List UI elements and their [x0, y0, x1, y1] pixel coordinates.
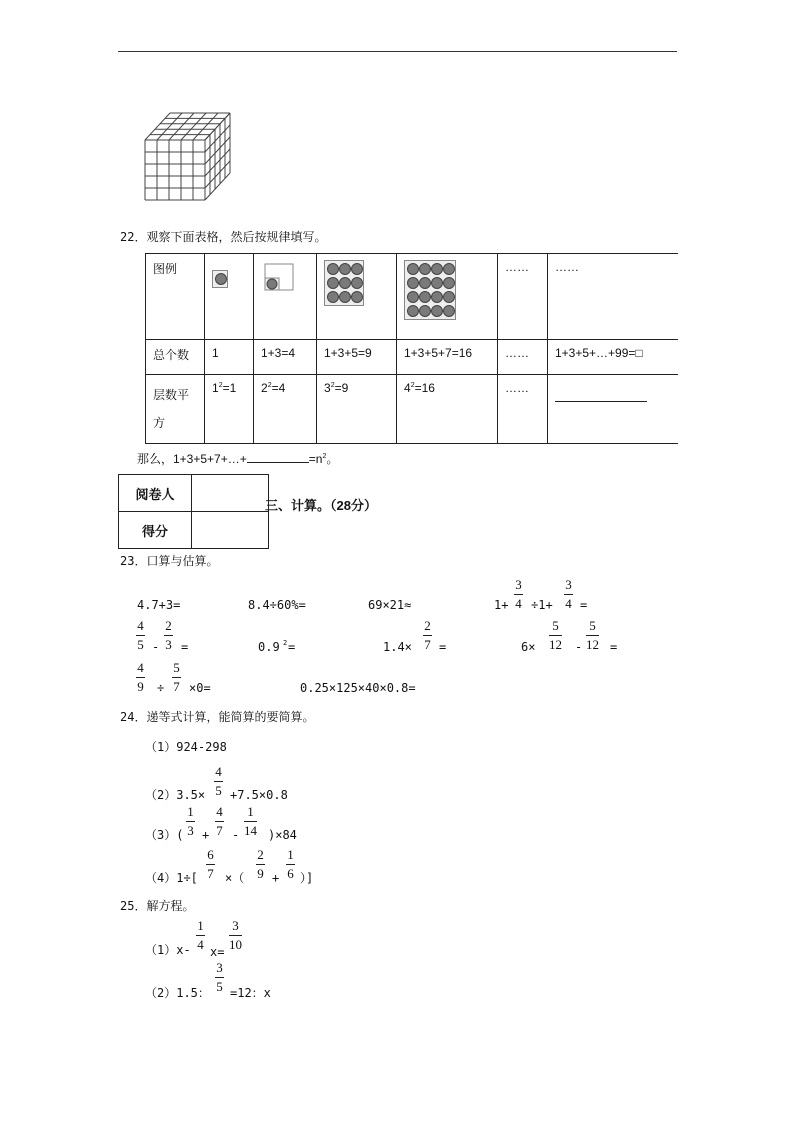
- q25-title: 25．解方程。: [120, 899, 195, 913]
- expr-text: ÷: [157, 681, 165, 695]
- fraction: [215, 805, 224, 837]
- fraction: [136, 619, 145, 651]
- score-field[interactable]: [192, 512, 269, 549]
- expr-text: =: [439, 640, 447, 654]
- dot: [407, 305, 419, 317]
- expr-text: =: [288, 640, 296, 654]
- denominator: 7: [424, 637, 431, 652]
- expr-text: +: [272, 871, 280, 885]
- fraction: [244, 805, 257, 837]
- numerator: 4: [137, 618, 144, 633]
- reviewer-field[interactable]: [192, 475, 269, 512]
- fraction-bar: [229, 935, 242, 936]
- expr-text: （1）x-: [145, 943, 191, 957]
- dot: [443, 277, 455, 289]
- fraction-bar: [586, 635, 599, 636]
- fraction-bar: [215, 821, 224, 822]
- fraction: [256, 848, 265, 880]
- numerator: 1: [287, 847, 294, 862]
- numerator: 2: [257, 847, 264, 862]
- expr-text: 4.7+3=: [137, 598, 181, 612]
- legend-2-figure: [261, 260, 295, 292]
- q24-title: 24．递等式计算，能简算的要简算。: [120, 710, 315, 724]
- q22-title: 22．观察下面表格，然后按规律填写。: [120, 230, 327, 244]
- fraction-bar: [244, 821, 257, 822]
- expr-text: 8.4÷60%=: [248, 598, 306, 612]
- row-label-square: 层数平方: [146, 375, 205, 444]
- fraction-bar: [549, 635, 562, 636]
- fraction: [514, 578, 523, 610]
- fraction-bar: [215, 977, 224, 978]
- dot: [443, 263, 455, 275]
- numerator: 3: [515, 577, 522, 592]
- header-rule: [118, 51, 677, 52]
- numerator: 1: [187, 804, 194, 819]
- numerator: 6: [207, 847, 214, 862]
- denominator: 4: [565, 596, 572, 611]
- legend-3-dots: [324, 260, 364, 306]
- fraction: [564, 578, 573, 610]
- legend-ellipsis-2: ……: [548, 254, 679, 340]
- fraction-bar: [186, 821, 195, 822]
- expr-text: x=: [210, 945, 225, 959]
- total-cell: 1: [205, 340, 254, 375]
- fraction: [215, 961, 224, 993]
- fraction-bar: [214, 781, 223, 782]
- dot: [351, 263, 363, 275]
- denominator: 10: [229, 937, 242, 952]
- fraction-bar: [514, 594, 523, 595]
- dot: [431, 305, 443, 317]
- numerator: 1: [197, 918, 204, 933]
- fraction: [229, 919, 242, 951]
- numerator: 5: [589, 618, 596, 633]
- fraction-bar: [172, 677, 181, 678]
- dot: [339, 263, 351, 275]
- expr-text: -: [152, 640, 160, 654]
- dot: [431, 263, 443, 275]
- dot: [419, 263, 431, 275]
- numerator: 2: [424, 618, 431, 633]
- expr-text: 69×21≈: [368, 598, 412, 612]
- expr-text: =: [610, 640, 618, 654]
- denominator: 3: [165, 637, 172, 652]
- row-label-legend: 图例: [146, 254, 205, 340]
- dot: [431, 291, 443, 303]
- fraction: [164, 619, 173, 651]
- numerator: 5: [552, 618, 559, 633]
- fraction-bar: [286, 864, 295, 865]
- denominator: 5: [137, 637, 144, 652]
- dot: [327, 291, 339, 303]
- cube-figure: [140, 108, 240, 206]
- fraction: [206, 848, 215, 880]
- square-cell: $3^2=9$: [317, 375, 397, 444]
- denominator: 6: [287, 866, 294, 881]
- expr-text: （3）(: [145, 828, 184, 842]
- dot: [443, 305, 455, 317]
- denominator: 4: [197, 937, 204, 952]
- numerator: 4: [137, 660, 144, 675]
- numerator: 4: [216, 804, 223, 819]
- expr-text: +7.5×0.8: [230, 788, 288, 802]
- expr-text: ÷1+: [531, 598, 553, 612]
- numerator: 4: [215, 764, 222, 779]
- dot: [351, 277, 363, 289]
- numerator: 3: [565, 577, 572, 592]
- legend-ellipsis: ……: [498, 254, 548, 340]
- expr-text: （2）3.5×: [145, 788, 206, 802]
- fraction: [186, 805, 195, 837]
- dot: [339, 277, 351, 289]
- denominator: 5: [216, 979, 223, 994]
- square-ellipsis: ……: [498, 375, 548, 444]
- fraction: [196, 919, 205, 951]
- fraction-bar: [564, 594, 573, 595]
- row-label-total: 总个数: [146, 340, 205, 375]
- q24-p1: （1）924-298: [145, 740, 227, 754]
- numerator: 2: [165, 618, 172, 633]
- expr-text: 1.4×: [383, 640, 412, 654]
- expr-text: )×84: [268, 828, 297, 842]
- denominator: 4: [515, 596, 522, 611]
- q23-title: 23．口算与估算。: [120, 554, 219, 568]
- fraction: [586, 619, 599, 651]
- score-table: [118, 474, 269, 549]
- reviewer-label: 阅卷人: [119, 475, 192, 512]
- expr-text: +: [202, 828, 210, 842]
- denominator: 3: [187, 823, 194, 838]
- denominator: 5: [215, 783, 222, 798]
- denominator: 9: [137, 679, 144, 694]
- score-label: 得分: [119, 512, 192, 549]
- denominator: 14: [244, 823, 257, 838]
- fraction: [286, 848, 295, 880]
- square-cell: $1^2=1$: [205, 375, 254, 444]
- square-cell: $4^2=16$: [397, 375, 498, 444]
- fraction-bar: [136, 635, 145, 636]
- dot: [407, 291, 419, 303]
- expr-text: ）]: [300, 871, 314, 885]
- fraction: [423, 619, 432, 651]
- total-cell-answer[interactable]: 1+3+5+…+99=□: [548, 340, 679, 375]
- expr-text: =: [181, 640, 189, 654]
- expr-text: 1+: [494, 598, 509, 612]
- denominator: 12: [586, 637, 599, 652]
- expr-text: -: [232, 828, 240, 842]
- dot: [443, 291, 455, 303]
- fraction-bar: [423, 635, 432, 636]
- expr-text: -: [575, 640, 583, 654]
- fraction-bar: [164, 635, 173, 636]
- denominator: 7: [216, 823, 223, 838]
- fraction: [172, 661, 181, 693]
- denominator: 9: [257, 866, 264, 881]
- numerator: 5: [173, 660, 180, 675]
- fraction-bar: [256, 864, 265, 865]
- dot: [431, 277, 443, 289]
- denominator: 7: [173, 679, 180, 694]
- fraction-bar: [206, 864, 215, 865]
- expr-text: 0.25×125×40×0.8=: [300, 681, 416, 695]
- fraction: [136, 661, 145, 693]
- dot: [351, 291, 363, 303]
- numerator: 1: [247, 804, 254, 819]
- total-cell: ……: [498, 340, 548, 375]
- expr-text: （4）1÷[: [145, 871, 198, 885]
- conclusion-blank[interactable]: [247, 450, 309, 463]
- section-3-heading: 三、计算。（28分）: [265, 498, 377, 513]
- expr-text: 6×: [521, 640, 536, 654]
- numerator: 3: [232, 918, 239, 933]
- legend-1-dot: [212, 270, 228, 288]
- dot: [419, 277, 431, 289]
- denominator: 12: [549, 637, 562, 652]
- expr-text: =: [580, 598, 588, 612]
- expr-text: ×0=: [189, 681, 211, 695]
- pattern-table: [145, 253, 678, 444]
- denominator: 7: [207, 866, 214, 881]
- q22-conclusion: 那么，1+3+5+7+…+ $=n^2$。: [137, 452, 339, 466]
- expr-text: =12：x: [230, 986, 271, 1000]
- dot: [419, 291, 431, 303]
- dot: [327, 263, 339, 275]
- dot: [419, 305, 431, 317]
- numerator: 3: [216, 960, 223, 975]
- total-cell: 1+3+5+7=16: [397, 340, 498, 375]
- dot: [327, 277, 339, 289]
- legend-4-dots: [404, 260, 456, 320]
- square-cell: $2^2=4$: [254, 375, 317, 444]
- total-cell: 1+3=4: [254, 340, 317, 375]
- expr-text: （2）1.5：: [145, 986, 210, 1000]
- dot: [407, 277, 419, 289]
- square-answer-blank[interactable]: [548, 375, 679, 444]
- dot: [407, 263, 419, 275]
- fraction: [549, 619, 562, 651]
- expr-text: 0.9: [258, 640, 280, 654]
- total-cell: 1+3+5=9: [317, 340, 397, 375]
- fraction-bar: [136, 677, 145, 678]
- expr-text: 2: [283, 639, 288, 647]
- fraction-bar: [196, 935, 205, 936]
- fraction: [214, 765, 223, 797]
- dot: [339, 291, 351, 303]
- expr-text: ×（: [225, 871, 245, 885]
